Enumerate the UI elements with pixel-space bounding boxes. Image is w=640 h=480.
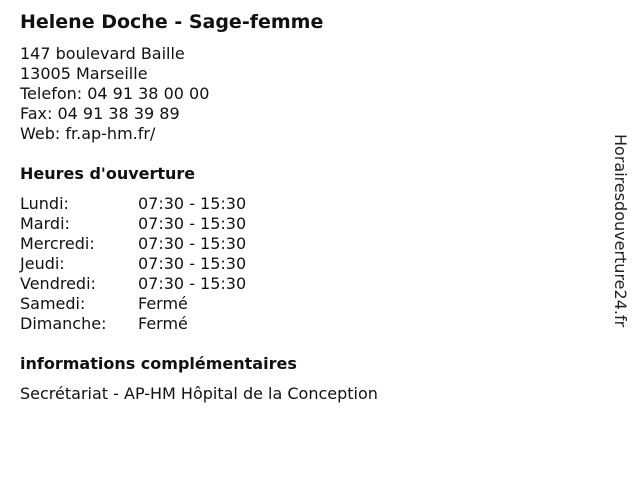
hours-row-wednesday [20,234,246,254]
hours-day: Lundi: [20,194,69,213]
website: Web: fr.ap-hm.fr/ [20,124,156,143]
hours-row-monday [20,194,246,214]
hours-row-friday [20,274,246,294]
extra-info-text: Secrétariat - AP-HM Hôpital de la Conception [20,384,378,403]
hours-row-saturday [20,294,246,314]
hours-time: 07:30 - 15:30 [138,194,247,213]
contact-block [20,44,209,144]
hours-row-sunday [20,314,246,334]
fax-number: Fax: 04 91 38 39 89 [20,104,180,123]
hours-day: Mardi: [20,214,70,233]
phone-number: Telefon: 04 91 38 00 00 [20,84,210,103]
hours-day: Vendredi: [20,274,96,293]
hours-day: Mercredi: [20,234,95,253]
hours-row-thursday [20,254,246,274]
hours-time: Fermé [138,314,188,333]
address-city: 13005 Marseille [20,64,148,83]
address-street: 147 boulevard Baille [20,44,185,63]
hours-day: Samedi: [20,294,86,313]
hours-table [20,194,246,334]
hours-heading: Heures d'ouverture [20,164,196,183]
hours-time: 07:30 - 15:30 [138,214,247,233]
hours-day: Jeudi: [20,254,65,273]
hours-time: 07:30 - 15:30 [138,234,247,253]
hours-time: Fermé [138,294,188,313]
hours-time: 07:30 - 15:30 [138,254,247,273]
brand-watermark: Horairesdouverture24.fr [611,134,630,328]
hours-row-tuesday [20,214,246,234]
hours-day: Dimanche: [20,314,107,333]
extra-info-heading: informations complémentaires [20,354,297,373]
page-title: Helene Doche - Sage-femme [20,11,324,33]
hours-time: 07:30 - 15:30 [138,274,247,293]
